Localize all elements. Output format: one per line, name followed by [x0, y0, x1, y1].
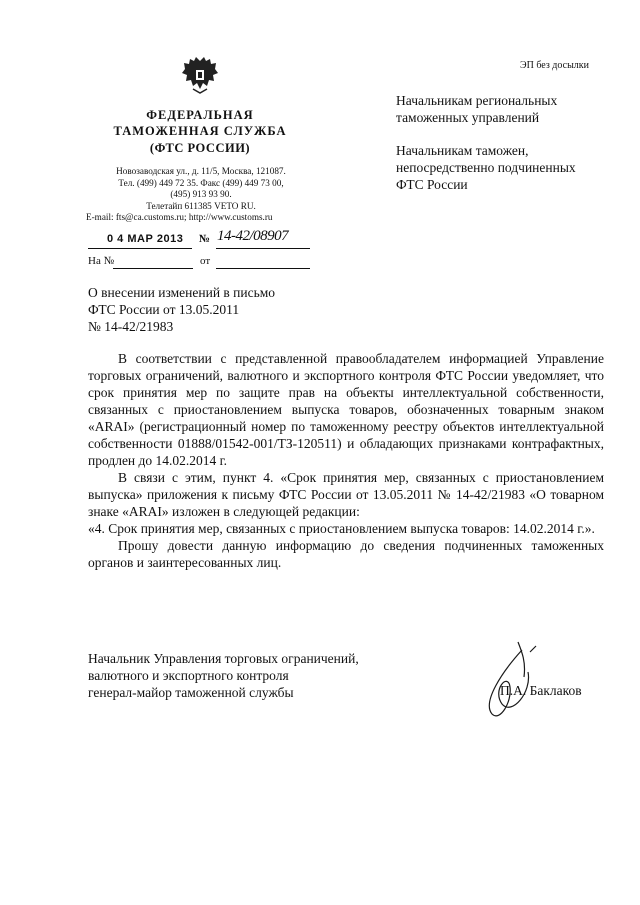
teletype: Телетайп 611385 VETO RU. — [146, 200, 256, 211]
subject-line3: № 14-42/21983 — [88, 319, 174, 334]
dispatch-note: ЭП без досылки — [520, 60, 589, 71]
org-name-line3: (ФТС РОССИИ) — [149, 141, 251, 155]
registration-date: 0 4 МАР 2013 — [107, 233, 184, 245]
number-underline — [216, 248, 310, 249]
number-label: № — [199, 233, 211, 245]
letter-body — [88, 350, 604, 571]
signer-title-line2: валютного и экспортного контроля — [88, 668, 289, 683]
signer-title-line1: Начальник Управления торговых ограничений, — [88, 651, 359, 666]
handwritten-signature — [462, 632, 552, 722]
phone2: (495) 913 93 90. — [170, 189, 232, 200]
registration-number: 14-42/08907 — [217, 228, 289, 244]
addressee-customs: Начальникам таможен, непосредственно подчиненных ФТС России — [396, 143, 576, 192]
reference-line — [88, 255, 310, 271]
signer-title — [88, 650, 359, 701]
org-name-line2: ТАМОЖЕННАЯ СЛУЖБА — [113, 124, 287, 138]
coat-of-arms-icon — [181, 55, 219, 95]
date-underline — [88, 248, 192, 249]
addressee-regional: Начальникам региональных таможенных управлений — [396, 93, 558, 125]
body-paragraph-4: Прошу довести данную информацию до сведения подчиненных таможенных органов и заинтересованных лиц. — [88, 538, 604, 570]
subject-line2: ФТС России от 13.05.2011 — [88, 302, 240, 317]
signer-name: П.А. Баклаков — [500, 683, 582, 698]
ref-from-blank — [216, 268, 310, 269]
subject-line1: О внесении изменений в письмо — [88, 285, 276, 300]
registration-line — [88, 228, 310, 250]
subject-block — [88, 284, 275, 335]
ref-from-label: от — [200, 255, 211, 267]
body-paragraph-1: В соответствии с представленной правообладателем информацией Управление торговых ограничений, валютного и экспортного контроля ФТС России уведомляет, что срок принятия мер по защите прав на объекты интеллектуальной собственности, связанных с приостановлением выпуска товаров, обозначенных товарным знаком «ARAI» (регистрационный номер по таможенному реестру объектов интеллектуальной собственности 01888/01542-001/ТЗ-120511) и обладающих признаками контрафактных, продлен до 14.02.2014 г. — [88, 351, 604, 468]
body-paragraph-2: В связи с этим, пункт 4. «Срок принятия мер, связанных с приостановлением выпуска» приложения к письму ФТС России от 13.05.2011 № 14-42/21983 «О товарном знаке «ARAI» изложен в следующей редакции: — [88, 470, 604, 519]
email-web: E-mail: fts@ca.customs.ru; http://www.customs.ru — [86, 212, 273, 223]
signer-title-line3: генерал-майор таможенной службы — [88, 685, 294, 700]
ref-number-label: На № — [88, 255, 115, 267]
org-name-line1: ФЕДЕРАЛЬНАЯ — [146, 108, 254, 122]
phone-fax: Тел. (499) 449 72 35. Факс (499) 449 73 00, — [118, 177, 284, 188]
ref-number-blank — [113, 268, 193, 269]
contacts-block — [86, 166, 316, 224]
body-paragraph-3: «4. Срок принятия мер, связанных с приостановлением выпуска товаров: 14.02.2014 г.». — [88, 521, 595, 536]
address: Новозаводская ул., д. 11/5, Москва, 121087. — [116, 166, 286, 176]
